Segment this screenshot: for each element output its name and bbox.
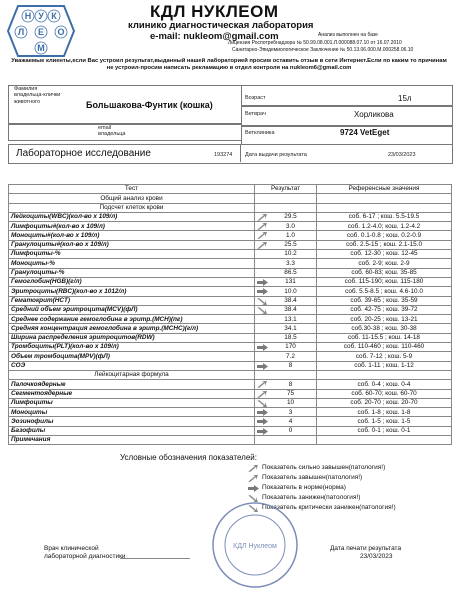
test-name bbox=[9, 268, 255, 277]
test-name bbox=[9, 343, 255, 352]
table-row bbox=[9, 268, 452, 277]
test-name-text: Гранулоциты-% bbox=[11, 269, 65, 277]
test-result-text: 10.2 bbox=[284, 250, 297, 258]
test-reference-text: соб. 6-17 ; кош. 5.5-19.5 bbox=[348, 213, 420, 221]
header-result bbox=[255, 185, 317, 194]
test-name-text: Средняя концентрация гемоглобина в эритр.(MCHC)(г/л) bbox=[11, 324, 199, 332]
test-name-text: Гематокрит(HCT) bbox=[11, 296, 71, 304]
header-ref-text: Референсные значения bbox=[348, 185, 420, 193]
test-reference-text: соб. 1.2-4.0; кош. 1.2-4.2 bbox=[347, 222, 421, 230]
test-name-text: СОЭ bbox=[11, 362, 26, 370]
results-table bbox=[8, 184, 452, 445]
test-reference-text: соб. 12-30 ; кош. 12-45 bbox=[350, 250, 418, 258]
arrow-normal-icon bbox=[257, 418, 267, 424]
logo-letter: М bbox=[37, 43, 45, 53]
age-value: 15л bbox=[398, 94, 412, 103]
test-name-text: Базофилы bbox=[11, 427, 46, 435]
arrow-normal-icon bbox=[257, 344, 267, 350]
section-count-text: Подсчет клеток крови bbox=[99, 203, 164, 211]
age-label: Возраст bbox=[245, 95, 266, 101]
table-row bbox=[9, 315, 452, 324]
age-box bbox=[241, 85, 453, 107]
header-result-text: Результат bbox=[270, 185, 301, 193]
test-reference-text: соб. 5.5-8.5 ; кош. 4.6-10.0 bbox=[345, 287, 423, 295]
test-reference bbox=[317, 343, 452, 352]
table-row bbox=[9, 240, 452, 249]
test-name-text: Объем тромбоцита(MPV)(фЛ) bbox=[11, 352, 110, 360]
test-reference-text: соб. 1-8 ; кош. 1-8 bbox=[357, 408, 411, 416]
test-name bbox=[9, 417, 255, 426]
test-name bbox=[9, 287, 255, 296]
table-row bbox=[9, 259, 452, 268]
test-result-text: 13.1 bbox=[284, 315, 297, 323]
table-row bbox=[9, 324, 452, 333]
table-row bbox=[9, 222, 452, 231]
test-result-text: 10 bbox=[286, 399, 295, 407]
client-notice: Уважаемые клиенты,если Вас устроил результат,выданный нашей лабораторией просим оставить отзыв в сети Интернет.Если по каким то причинам не устроил-просим написать рекламацию в отдел контроля на nukleom6@gmail.com bbox=[11, 58, 447, 72]
test-reference-text: соб. 1-5 ; кош. 1-5 bbox=[357, 417, 411, 425]
section-general-text: Общий анализ крови bbox=[100, 194, 163, 202]
section-empty-2 bbox=[317, 370, 452, 379]
test-reference bbox=[317, 287, 452, 296]
table-row bbox=[9, 231, 452, 240]
test-name bbox=[9, 277, 255, 286]
test-result bbox=[255, 417, 317, 426]
test-name bbox=[9, 398, 255, 407]
lab-email: e-mail: nukleom@gmail.com bbox=[150, 31, 279, 42]
arrow-normal-icon bbox=[257, 279, 267, 285]
section-empty-2 bbox=[317, 194, 452, 203]
section-leuko-text: Лейкоцитарная формула bbox=[94, 371, 169, 379]
test-result bbox=[255, 212, 317, 221]
test-reference-text: соб. 0-4 ; кош. 0-4 bbox=[357, 380, 411, 388]
test-name-text: Гранулоциты#(кол-во х 109/л) bbox=[11, 241, 109, 249]
test-reference-text: соб. 2-9; кош. 2-9 bbox=[358, 259, 410, 267]
test-result-text: 4 bbox=[288, 417, 293, 425]
test-reference bbox=[317, 212, 452, 221]
test-result-text: 131 bbox=[285, 278, 296, 286]
test-reference-text: соб. 39-65 ; кош. 35-59 bbox=[350, 296, 418, 304]
test-name bbox=[9, 250, 255, 259]
test-reference bbox=[317, 305, 452, 314]
test-result bbox=[255, 324, 317, 333]
email-label: email владельца bbox=[98, 125, 126, 138]
test-result bbox=[255, 352, 317, 361]
test-reference-text: соб. 1-11 ; кош. 1-12 bbox=[354, 362, 414, 370]
arrow-very-high-icon bbox=[248, 465, 259, 472]
table-row bbox=[9, 250, 452, 259]
logo-letter: О bbox=[57, 27, 65, 37]
arrow-normal-icon bbox=[248, 485, 259, 492]
legend-label: Показатель занижен(патология!) bbox=[262, 494, 361, 501]
test-result-text: 1.0 bbox=[286, 231, 295, 239]
test-reference-text: соб. 60-83; кош. 35-85 bbox=[351, 269, 417, 277]
test-result-text: 86.5 bbox=[284, 269, 297, 277]
section-general bbox=[9, 194, 255, 203]
test-result-text: 29.5 bbox=[284, 213, 297, 221]
test-result bbox=[255, 315, 317, 324]
logo-letter: Л bbox=[17, 27, 25, 37]
test-name bbox=[9, 333, 255, 342]
test-result bbox=[255, 277, 317, 286]
test-result bbox=[255, 343, 317, 352]
test-reference bbox=[317, 426, 452, 435]
test-reference-text: соб. 2.5-15 ; кош. 2.1-15.0 bbox=[345, 241, 423, 249]
section-row bbox=[9, 370, 452, 379]
arrow-normal-icon bbox=[257, 409, 267, 415]
arrow-normal-icon bbox=[257, 363, 267, 369]
test-reference bbox=[317, 398, 452, 407]
legend-label: Показатель в норме(норма) bbox=[262, 484, 346, 491]
test-result-text: 0 bbox=[288, 427, 293, 435]
section-empty-1 bbox=[255, 370, 317, 379]
arrow-high-icon bbox=[257, 381, 267, 387]
arrow-low-icon bbox=[257, 307, 267, 313]
test-result-text: 34.1 bbox=[284, 324, 297, 332]
license-line-1: Лицензия Роспотребнадзора № 50.99.08.001.Л.000088.07.10 от 16.07.2010 bbox=[228, 40, 402, 46]
table-row bbox=[9, 417, 452, 426]
test-result-text: 8 bbox=[288, 362, 293, 370]
legend-label: Показатель сильно завышен(патология!) bbox=[262, 464, 386, 471]
clinic-label: Ветклиника bbox=[245, 130, 275, 136]
arrow-normal-icon bbox=[257, 428, 267, 434]
section-leuko bbox=[9, 370, 255, 379]
test-reference-text: соб. 60-70; кош. 60-70 bbox=[351, 389, 417, 397]
legend-label: Показатель завышен(патология!) bbox=[262, 474, 363, 481]
test-name-text: Лимфоциты#(кол-во х 109/л) bbox=[11, 222, 105, 230]
test-name-text: Эозинофилы bbox=[11, 417, 54, 425]
test-reference-text: соб. 7-12 ; кош. 5-9 bbox=[355, 352, 413, 360]
test-result bbox=[255, 296, 317, 305]
table-row bbox=[9, 361, 452, 370]
table-row bbox=[9, 277, 452, 286]
logo-letter: У bbox=[38, 11, 44, 21]
signature-line bbox=[120, 558, 190, 559]
table-header-row bbox=[9, 185, 452, 194]
logo-letter: Е bbox=[37, 27, 45, 37]
test-result-text: 10.0 bbox=[284, 287, 297, 295]
test-result bbox=[255, 436, 317, 445]
table-row bbox=[9, 333, 452, 342]
test-result bbox=[255, 408, 317, 417]
test-name-text: Средний объем эритроцита(MCV)(фЛ) bbox=[11, 306, 138, 314]
section-row bbox=[9, 194, 452, 203]
test-reference bbox=[317, 361, 452, 370]
section-empty-1 bbox=[255, 194, 317, 203]
table-row bbox=[9, 398, 452, 407]
test-result bbox=[255, 426, 317, 435]
test-name-text: Лимфоциты bbox=[11, 399, 53, 407]
logo-letter: Н bbox=[24, 11, 32, 21]
test-result bbox=[255, 231, 317, 240]
test-reference bbox=[317, 315, 452, 324]
legend-label: Показатель критически занижен(патология!) bbox=[262, 504, 396, 511]
test-name-text: Ширина распределения эритроцитов(RDW) bbox=[11, 334, 155, 342]
test-name bbox=[9, 231, 255, 240]
lab-stamp bbox=[210, 500, 300, 590]
test-result bbox=[255, 361, 317, 370]
test-result bbox=[255, 259, 317, 268]
lab-site-note: Анализ выполнен на базе bbox=[318, 32, 378, 38]
test-reference bbox=[317, 324, 452, 333]
test-result-text: 18.5 bbox=[284, 334, 297, 342]
license-line-2: Санитарно-Эпидемиологическое Заключение № 50.13.06.000.М.000258.06.10 bbox=[232, 47, 414, 53]
doctor-title-2: лабораторной диагностики bbox=[44, 553, 126, 560]
test-result bbox=[255, 389, 317, 398]
test-name-text: Гемоглобин(HGB)(г/л) bbox=[11, 278, 82, 286]
test-result bbox=[255, 333, 317, 342]
test-name bbox=[9, 305, 255, 314]
study-divider bbox=[240, 144, 241, 162]
test-reference bbox=[317, 352, 452, 361]
arrow-normal-icon bbox=[257, 288, 267, 294]
doctor-title-1: Врач клинической bbox=[44, 545, 99, 552]
table-row bbox=[9, 305, 452, 314]
test-name bbox=[9, 240, 255, 249]
arrow-high-icon bbox=[257, 232, 267, 238]
test-name bbox=[9, 315, 255, 324]
test-reference-text: соб. 0-1 ; кош. 0-1 bbox=[357, 427, 411, 435]
test-result-text: 38.4 bbox=[284, 296, 297, 304]
test-reference bbox=[317, 240, 452, 249]
test-result-text: 38.4 bbox=[284, 306, 297, 314]
table-row bbox=[9, 212, 452, 221]
test-name-text: Тромбоциты(PLT)(кол-во х 109/л) bbox=[11, 343, 119, 351]
test-name bbox=[9, 380, 255, 389]
arrow-high-icon bbox=[257, 391, 267, 397]
test-reference-text: соб. 20-25 ; кош. 13-21 bbox=[350, 315, 418, 323]
test-name bbox=[9, 389, 255, 398]
test-name-text: Лейкоциты(WBC)(кол-во х 109/л) bbox=[11, 213, 118, 221]
section-empty-1 bbox=[255, 203, 317, 212]
table-row bbox=[9, 287, 452, 296]
test-name bbox=[9, 361, 255, 370]
test-reference bbox=[317, 268, 452, 277]
section-empty-2 bbox=[317, 203, 452, 212]
header-ref bbox=[317, 185, 452, 194]
table-row bbox=[9, 352, 452, 361]
test-reference bbox=[317, 417, 452, 426]
test-name-text: Среднее содержание гемоглобина в эритр.(MCH)(пг) bbox=[11, 315, 183, 323]
lab-title: КДЛ НУКЛЕОМ bbox=[150, 2, 279, 21]
table-row bbox=[9, 426, 452, 435]
test-reference-text: соб. 42-75 ; кош. 39-72 bbox=[350, 306, 418, 314]
arrow-high-icon bbox=[257, 223, 267, 229]
test-result bbox=[255, 250, 317, 259]
test-result-text: 25.5 bbox=[284, 241, 297, 249]
test-result-text: 170 bbox=[285, 343, 296, 351]
test-reference bbox=[317, 408, 452, 417]
test-result-text: 3.3 bbox=[286, 259, 295, 267]
section-row bbox=[9, 203, 452, 212]
table-row bbox=[9, 389, 452, 398]
test-reference bbox=[317, 380, 452, 389]
table-row bbox=[9, 436, 452, 445]
test-reference bbox=[317, 259, 452, 268]
test-name-text: Эритроциты(RBC)(кол-во х 1012/л) bbox=[11, 287, 127, 295]
test-name bbox=[9, 222, 255, 231]
test-reference-text: соб. 11-15.5 ; кош. 14-18 bbox=[347, 334, 420, 342]
legend-title: Условные обозначения показателей: bbox=[120, 453, 257, 462]
clinic-value: 9724 VetEget bbox=[340, 128, 390, 137]
test-name-text: Примечания bbox=[11, 436, 51, 444]
test-name-text: Палочкоядерные bbox=[11, 380, 66, 388]
test-name-text: Моноциты-% bbox=[11, 259, 55, 267]
vet-label: Ветврач bbox=[245, 111, 266, 117]
test-reference bbox=[317, 389, 452, 398]
arrow-high-icon bbox=[248, 475, 259, 482]
test-name bbox=[9, 296, 255, 305]
table-row bbox=[9, 343, 452, 352]
test-result bbox=[255, 305, 317, 314]
test-name bbox=[9, 324, 255, 333]
test-reference-text: соб. 115-190; кош. 115-180 bbox=[344, 278, 424, 286]
test-name bbox=[9, 426, 255, 435]
test-reference bbox=[317, 231, 452, 240]
arrow-high-icon bbox=[257, 242, 267, 248]
test-name bbox=[9, 259, 255, 268]
legend-item bbox=[262, 464, 385, 473]
issue-date: 23/03/2023 bbox=[388, 152, 416, 158]
test-reference bbox=[317, 333, 452, 342]
test-reference bbox=[317, 436, 452, 445]
test-result bbox=[255, 268, 317, 277]
test-result-text: 3.0 bbox=[286, 222, 295, 230]
arrow-high-icon bbox=[257, 214, 267, 220]
study-label: Лабораторное исследование bbox=[16, 148, 151, 159]
owner-label: Фамилия владельца-клички животного bbox=[14, 86, 61, 105]
test-reference-text: соб. 20-70 ; кош. 20-70 bbox=[350, 399, 418, 407]
test-name-text: Лимфоциты-% bbox=[11, 250, 61, 258]
test-result bbox=[255, 287, 317, 296]
header-test bbox=[9, 185, 255, 194]
legend-item bbox=[262, 484, 346, 493]
stamp-text: КДЛ Нуклеом bbox=[233, 543, 277, 550]
lab-subtitle: клинико диагностическая лаборатория bbox=[128, 20, 314, 31]
section-count bbox=[9, 203, 255, 212]
table-row bbox=[9, 296, 452, 305]
test-reference bbox=[317, 277, 452, 286]
test-result bbox=[255, 222, 317, 231]
vet-box bbox=[241, 105, 453, 127]
test-reference bbox=[317, 222, 452, 231]
study-number: 193274 bbox=[214, 152, 233, 158]
test-name bbox=[9, 352, 255, 361]
test-result bbox=[255, 398, 317, 407]
test-result-text: 3 bbox=[288, 408, 293, 416]
test-result-text: 75 bbox=[286, 389, 295, 397]
logo-letter: К bbox=[51, 11, 57, 21]
test-name bbox=[9, 212, 255, 221]
test-name-text: Сегментоядерные bbox=[11, 389, 73, 397]
print-date: 23/03/2023 bbox=[360, 553, 393, 560]
test-reference bbox=[317, 250, 452, 259]
test-result bbox=[255, 240, 317, 249]
arrow-low-icon bbox=[257, 400, 267, 406]
test-result bbox=[255, 380, 317, 389]
test-result-text: 7.2 bbox=[286, 352, 295, 360]
arrow-low-icon bbox=[257, 298, 267, 304]
vet-value: Хорликова bbox=[354, 110, 394, 119]
test-name-text: Моноциты bbox=[11, 408, 48, 416]
test-name-text: Моноциты#(кол-во х 109/л) bbox=[11, 231, 100, 239]
test-reference-text: соб. 0.1-0.8 ; кош. 0.2-0.9 bbox=[346, 231, 422, 239]
test-name bbox=[9, 436, 255, 445]
test-result-text: 8 bbox=[288, 380, 293, 388]
print-date-label: Дата печати результата bbox=[330, 545, 402, 552]
test-reference bbox=[317, 296, 452, 305]
header-test-text: Тест bbox=[124, 185, 139, 193]
test-reference-text: соб. 110-460 ; кош. 110-460 bbox=[343, 343, 425, 351]
test-reference-text: соб.30-38 ; кош. 30-38 bbox=[351, 324, 417, 332]
table-row bbox=[9, 380, 452, 389]
issue-label: Дата выдачи результата bbox=[245, 152, 307, 158]
table-row bbox=[9, 408, 452, 417]
owner-value: Большакова-Фунтик (кошка) bbox=[86, 100, 213, 110]
test-name bbox=[9, 408, 255, 417]
legend-item bbox=[262, 474, 362, 483]
lab-logo bbox=[6, 4, 76, 58]
